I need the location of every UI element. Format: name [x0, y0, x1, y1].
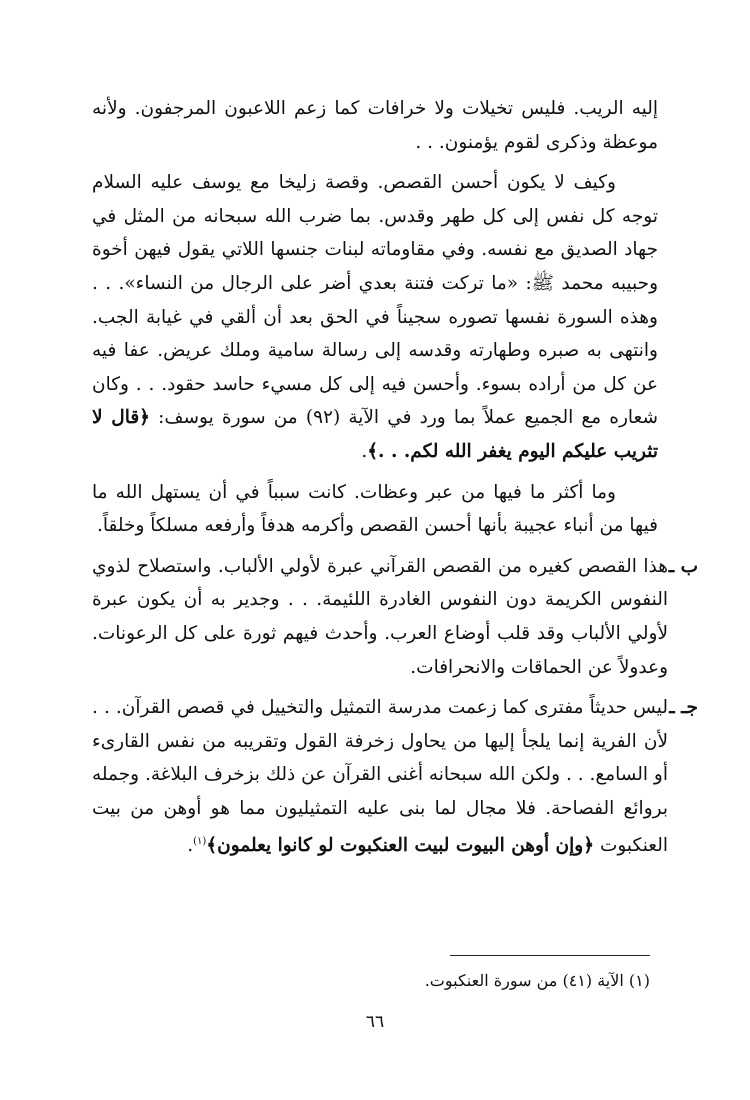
list-text-j-body [92, 691, 668, 863]
list-item-j [92, 691, 698, 863]
paragraph-3: وما أكثر ما فيها من عبر وعظات. كانت سبباً في أن يستهل الله ما فيها من أنباء عجيبة بأنها أحسن القصص وأكرمه هدفاً وأرفعه مسلكاً وخلقاً. [92, 481, 658, 537]
list-text-b [92, 550, 668, 684]
paragraph-2-text: وكيف لا يكون أحسن القصص. وقصة زليخا مع يوسف عليه السلام توجه كل نفس إلى كل طهر وقدس. بما ضرب الله سبحانه من المثل في جهاد الصديق مع نفسه. وفي مقاوماته لبنات جنسها اللاتي يقول فيهن أخوة وحبيبه محمد ﷺ: «ما تركت فتنة بعدي أضر على الرجال من النساء». . . وهذه السورة نفسها تصوره سجيناً في الحق بعد أن ألقي في غيابة الجب. وانتهى به صبره وطهارته وقدسه إلى رسالة سامية وملك عريض. عفا فيه عن كل من أراده بسوء. وأحسن فيه إلى كل مسيء حاسد حقود. . . وكان شعاره مع الجميع عملاً بما ورد في الآية (٩٢) من سورة يوسف: [92, 172, 658, 429]
paragraph-1: إليه الريب. فليس تخيلات ولا خرافات كما زعم اللاعبون المرجفون. ولأنه موعظة وذكرى لقوم يؤمنون. . . [92, 98, 658, 153]
list-text-j-end: . [187, 835, 194, 857]
paragraph-2 [92, 166, 658, 468]
footnote-divider [450, 955, 650, 956]
list-item-b [92, 550, 698, 684]
list-label-j: جـ ـ [669, 697, 698, 719]
list-text-j-main: ليس حديثاً مفترى كما زعمت مدرسة التمثيل والتخييل في قصص القرآن. . . لأن الفرية إنما يلجأ إليها من يحاول زخرفة القول وتقريبه من نفس القارىء أو السامع. . . ولكن الله سبحانه أغنى القرآن عن ذلك بزخرف البلاغة. وجمله بروائع الفصاحة. فلا مجال لما بنى عليه التمثيليون مما هو أوهن من بيت العنكبوت [92, 697, 668, 857]
quran-verse-yusuf: ﴿قال لا تثريب عليكم اليوم يغفر الله لكم. . .﴾ [92, 407, 658, 462]
quran-verse-ankabut: ﴿وإن أوهن البيوت لبيت العنكبوت لو كانوا يعلمون﴾ [206, 835, 595, 857]
page-body [92, 92, 698, 863]
list-label-b: ب ـ [668, 555, 698, 577]
list-text-j [92, 691, 668, 863]
footnote: (١) الآية (٤١) من سورة العنكبوت. [424, 971, 650, 990]
page-number: ٦٦ [365, 1012, 385, 1032]
paragraph-2-end: . [361, 440, 368, 462]
list-text-b-body: هذا القصص كغيره من القصص القرآني عبرة لأولي الألباب. واستصلاح لذوي النفوس الكريمة دون النفوس الغادرة اللئيمة. . . وجدير به أن يكون عبرة لأولي الألباب وقد قلب أوضاع العرب. وأحدث فيهم ثورة على كل الرعونات. وعدولاً عن الحماقات والانحرافات. [92, 555, 668, 678]
footnote-marker: (١) [193, 836, 207, 848]
